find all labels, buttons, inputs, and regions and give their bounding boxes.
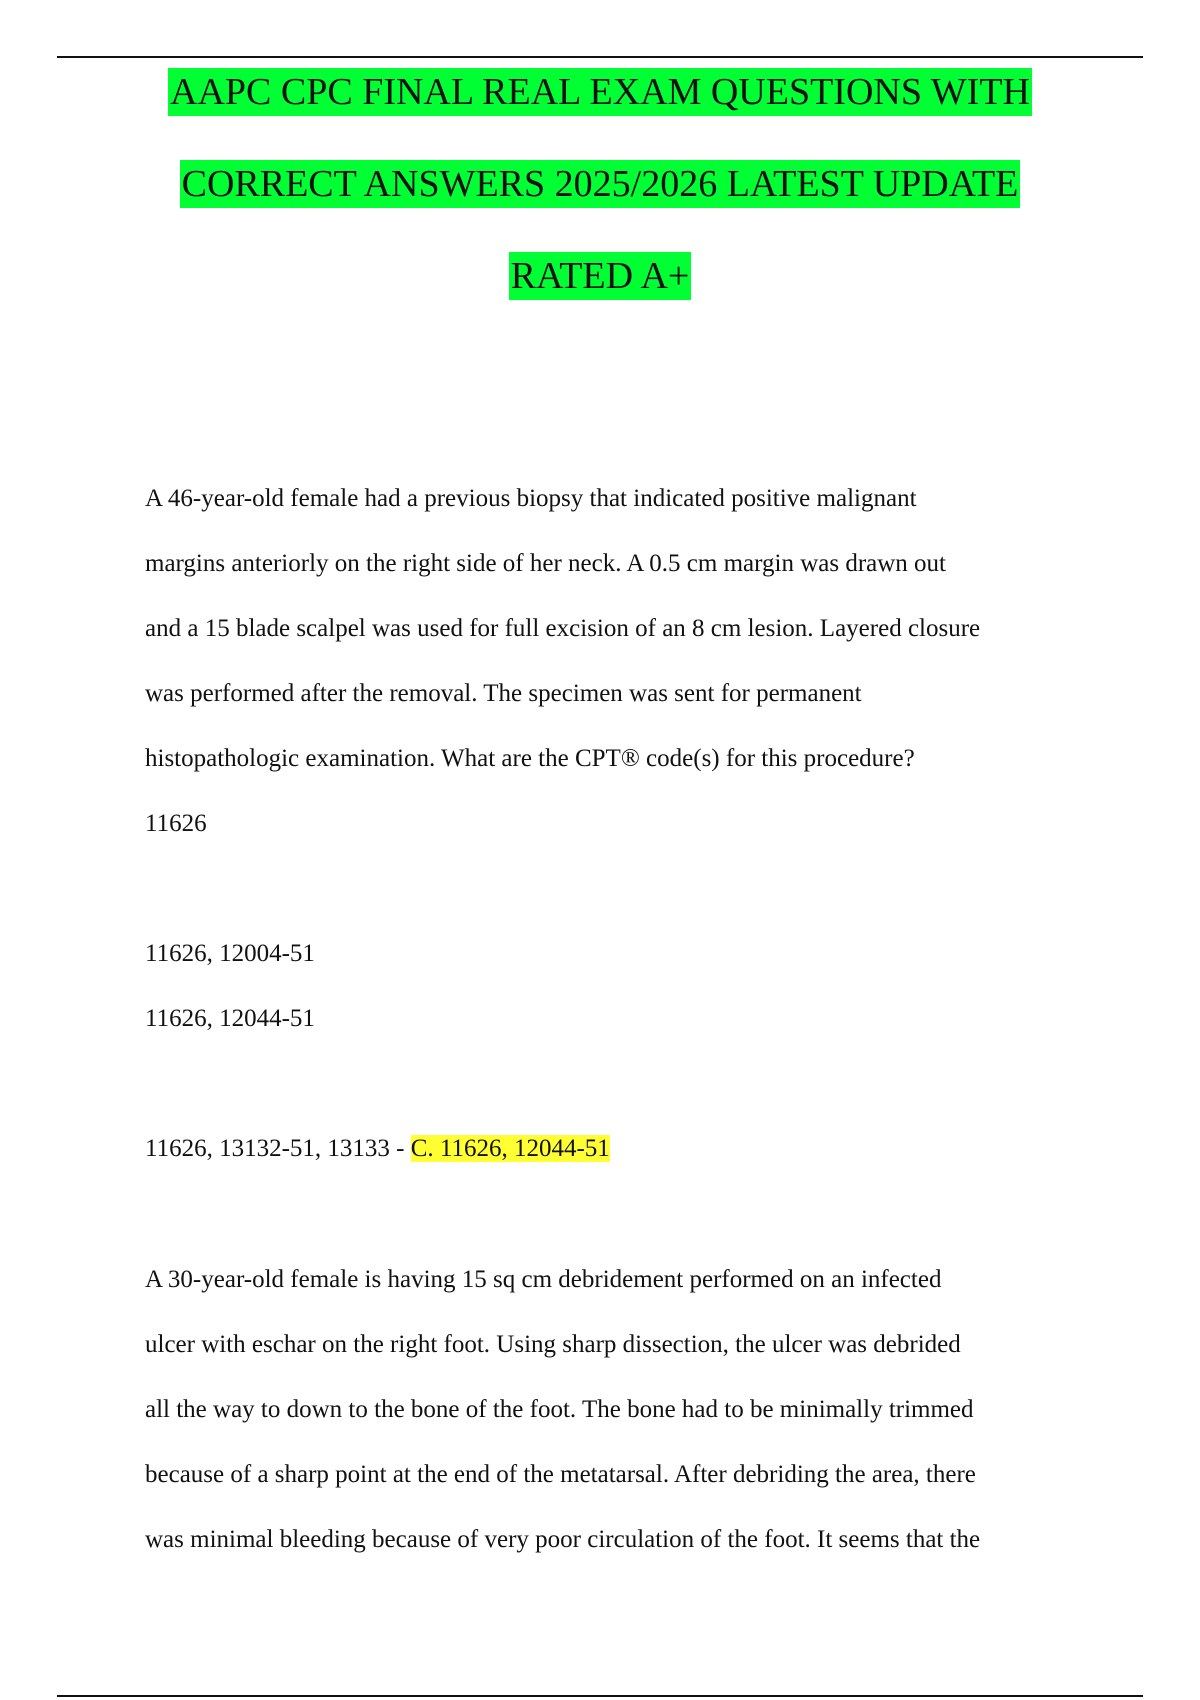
title-line-1 bbox=[0, 68, 1200, 160]
question-1-line-3: and a 15 blade scalpel was used for full excision of an 8 cm lesion. Layered closure bbox=[145, 615, 981, 642]
option-d-with-answer bbox=[145, 1116, 1105, 1181]
question-2-line-3: all the way to down to the bone of the foot. The bone had to be minimally trimmed bbox=[145, 1396, 974, 1423]
title-line-1-text: AAPC CPC FINAL REAL EXAM QUESTIONS WITH bbox=[168, 68, 1032, 116]
question-2 bbox=[145, 1247, 1105, 1572]
option-c: 11626, 12044-51 bbox=[145, 1005, 315, 1032]
option-b: 11626, 12004-51 bbox=[145, 940, 315, 967]
question-1-line-5: histopathologic examination. What are the CPT® code(s) for this procedure? bbox=[145, 745, 915, 772]
title-line-2-text: CORRECT ANSWERS 2025/2026 LATEST UPDATE bbox=[180, 160, 1021, 208]
blank-line bbox=[145, 856, 1105, 921]
question-1 bbox=[145, 466, 1105, 1181]
document-title bbox=[0, 68, 1200, 344]
bottom-rule bbox=[57, 1695, 1143, 1697]
option-a: 11626 bbox=[145, 810, 207, 837]
title-line-3-text: RATED A+ bbox=[509, 252, 692, 300]
question-1-line-2: margins anteriorly on the right side of her neck. A 0.5 cm margin was drawn out bbox=[145, 550, 946, 577]
question-2-line-4: because of a sharp point at the end of the metatarsal. After debriding the area, there bbox=[145, 1461, 976, 1488]
question-1-line-1: A 46-year-old female had a previous biopsy that indicated positive malignant bbox=[145, 485, 917, 512]
title-line-2 bbox=[0, 160, 1200, 252]
answer-highlight: C. 11626, 12044-51 bbox=[410, 1135, 610, 1162]
top-rule bbox=[57, 56, 1143, 58]
question-2-line-2: ulcer with eschar on the right foot. Using sharp dissection, the ulcer was debrided bbox=[145, 1331, 961, 1358]
question-2-line-5: was minimal bleeding because of very poor circulation of the foot. It seems that the bbox=[145, 1526, 981, 1553]
option-d: 11626, 13132-51, 13133 - bbox=[145, 1135, 411, 1162]
question-2-line-1: A 30-year-old female is having 15 sq cm debridement performed on an infected bbox=[145, 1266, 942, 1293]
question-1-line-4: was performed after the removal. The specimen was sent for permanent bbox=[145, 680, 862, 707]
title-line-3 bbox=[0, 252, 1200, 344]
blank-line bbox=[145, 1051, 1105, 1116]
